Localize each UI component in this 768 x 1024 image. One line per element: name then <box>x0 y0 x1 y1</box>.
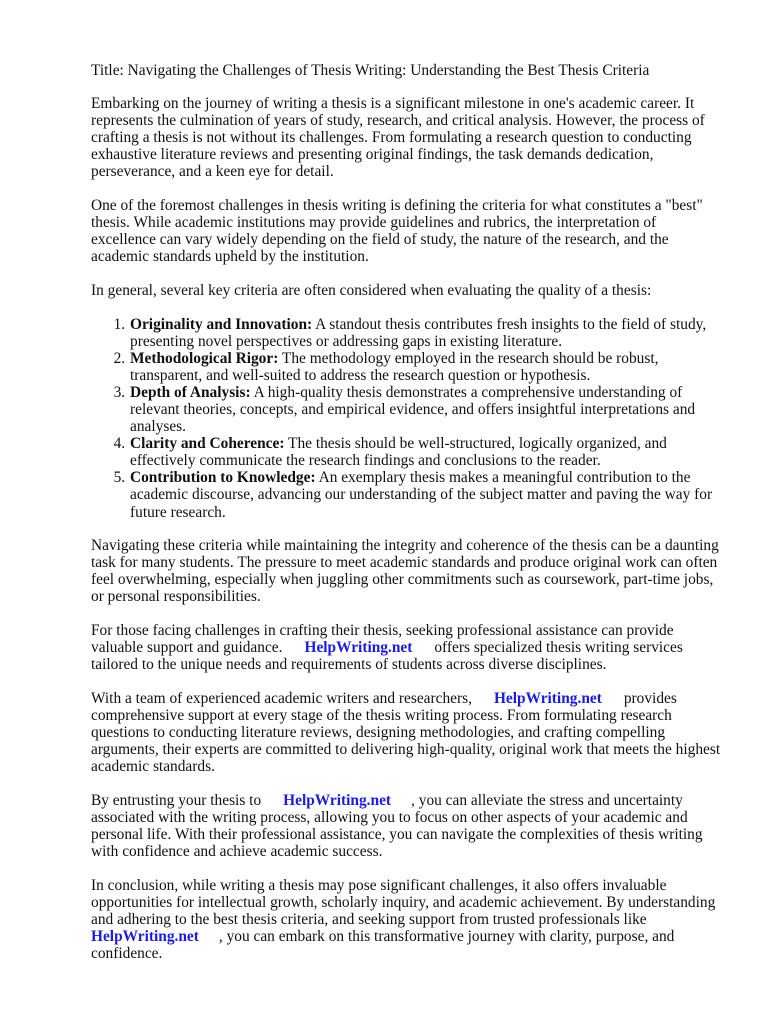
criterion-text: The thesis should be well-structured, logically organized, and effectively communicate the research findings and conclusions to the reader. <box>130 435 667 470</box>
criterion-term: Contribution to Knowledge <box>130 469 311 487</box>
helpwriting-link[interactable]: HelpWriting.net <box>91 927 199 945</box>
list-item: 1. Originality and Innovation: A standout thesis contributes fresh insights to the field of study, presenting novel perspectives or addressing gaps in existing literature. <box>129 316 721 350</box>
challenges-paragraph: Navigating these criteria while maintaining the integrity and coherence of the thesis can be a daunting task for many students. The pressure to meet academic standards and produce original work can often feel overwhelming, especially when juggling other commitments such as coursework, part-time jobs, or personal responsibilities. <box>91 537 719 606</box>
assistance-paragraph: For those facing challenges in crafting their thesis, seeking professional assistance can provide valuable support and guidance. HelpWriting.net offers specialized thesis writing services tailored to the unique needs and requirements of students across diverse disciplines. <box>91 622 683 674</box>
list-item: 3. Depth of Analysis: A high-quality thesis demonstrates a comprehensive understanding of relevant theories, concepts, and empirical evidence, and offers insightful interpretations and analyses. <box>129 384 721 435</box>
entrusting-paragraph: By entrusting your thesis to HelpWriting.net , you can alleviate the stress and uncertainty associated with the writing process, allowing you to focus on other aspects of your academic and personal life. With their professional assistance, you can navigate the complexities of thesis writing with confidence and achieve academic success. <box>91 791 703 861</box>
criteria-list <box>91 316 721 521</box>
criterion-text: The methodology employed in the research should be robust, transparent, and well-suited to address the research question or hypothesis. <box>130 349 659 384</box>
criteria-lead-paragraph: In general, several key criteria are often considered when evaluating the quality of a thesis: <box>91 281 652 299</box>
list-item: 2. Methodological Rigor: The methodology employed in the research should be robust, transparent, and well-suited to address the research question or hypothesis. <box>129 350 721 384</box>
criterion-term: Depth of Analysis <box>130 383 246 401</box>
criterion-term: Originality and Innovation <box>130 315 308 333</box>
conclusion-paragraph: In conclusion, while writing a thesis may pose significant challenges, it also offers invaluable opportunities for intellectual growth, scholarly inquiry, and academic achievement. By understanding and adhering to the best thesis criteria, and seeking support from trusted professionals like HelpWriting.net , you can embark on this transformative journey with clarity, purpose, and confidence. <box>91 876 716 963</box>
criterion-term: Clarity and Coherence <box>130 435 280 453</box>
criteria-intro-paragraph: One of the foremost challenges in thesis writing is defining the criteria for what constitutes a "best" thesis. While academic institutions may provide guidelines and rubrics, the interpretation of excellence can vary widely depending on the field of study, the nature of the research, and the academic standards upheld by the institution. <box>91 197 703 266</box>
team-paragraph: With a team of experienced academic writers and researchers, HelpWriting.net provides comprehensive support at every stage of the thesis writing process. From formulating research questions to conducting literature reviews, designing methodologies, and crafting compelling arguments, their experts are committed to delivering high-quality, original work that meets the highest academic standards. <box>91 689 721 776</box>
criterion-text: An exemplary thesis makes a meaningful contribution to the academic discourse, advancing our understanding of the subject matter and paving the way for future research. <box>130 469 713 521</box>
list-item: 5. Contribution to Knowledge: An exemplary thesis makes a meaningful contribution to the academic discourse, advancing our understanding of the subject matter and paving the way for future research. <box>129 469 721 520</box>
criterion-text: A standout thesis contributes fresh insights to the field of study, presenting novel perspectives or addressing gaps in existing literature. <box>130 315 707 350</box>
intro-paragraph: Embarking on the journey of writing a thesis is a significant milestone in one's academic career. It represents the culmination of years of study, research, and critical analysis. However, the process of crafting a thesis is not without its challenges. From formulating a research question to conducting exhaustive literature reviews and presenting original findings, the task demands dedication, perseverance, and a keen eye for detail. <box>91 95 705 181</box>
helpwriting-link[interactable]: HelpWriting.net <box>493 689 602 707</box>
document-body <box>91 62 721 979</box>
criterion-text: A high-quality thesis demonstrates a comprehensive understanding of relevant theories, concepts, and empirical evidence, and offers insightful interpretations and analyses. <box>130 383 696 436</box>
document-title: Title: Navigating the Challenges of Thesis Writing: Understanding the Best Thesis Criteria <box>91 62 650 79</box>
list-item: 4. Clarity and Coherence: The thesis should be well-structured, logically organized, and effectively communicate the research findings and conclusions to the reader. <box>129 435 721 469</box>
criterion-term: Methodological Rigor <box>130 349 274 367</box>
helpwriting-link[interactable]: HelpWriting.net <box>304 639 413 657</box>
helpwriting-link[interactable]: HelpWriting.net <box>283 791 392 809</box>
